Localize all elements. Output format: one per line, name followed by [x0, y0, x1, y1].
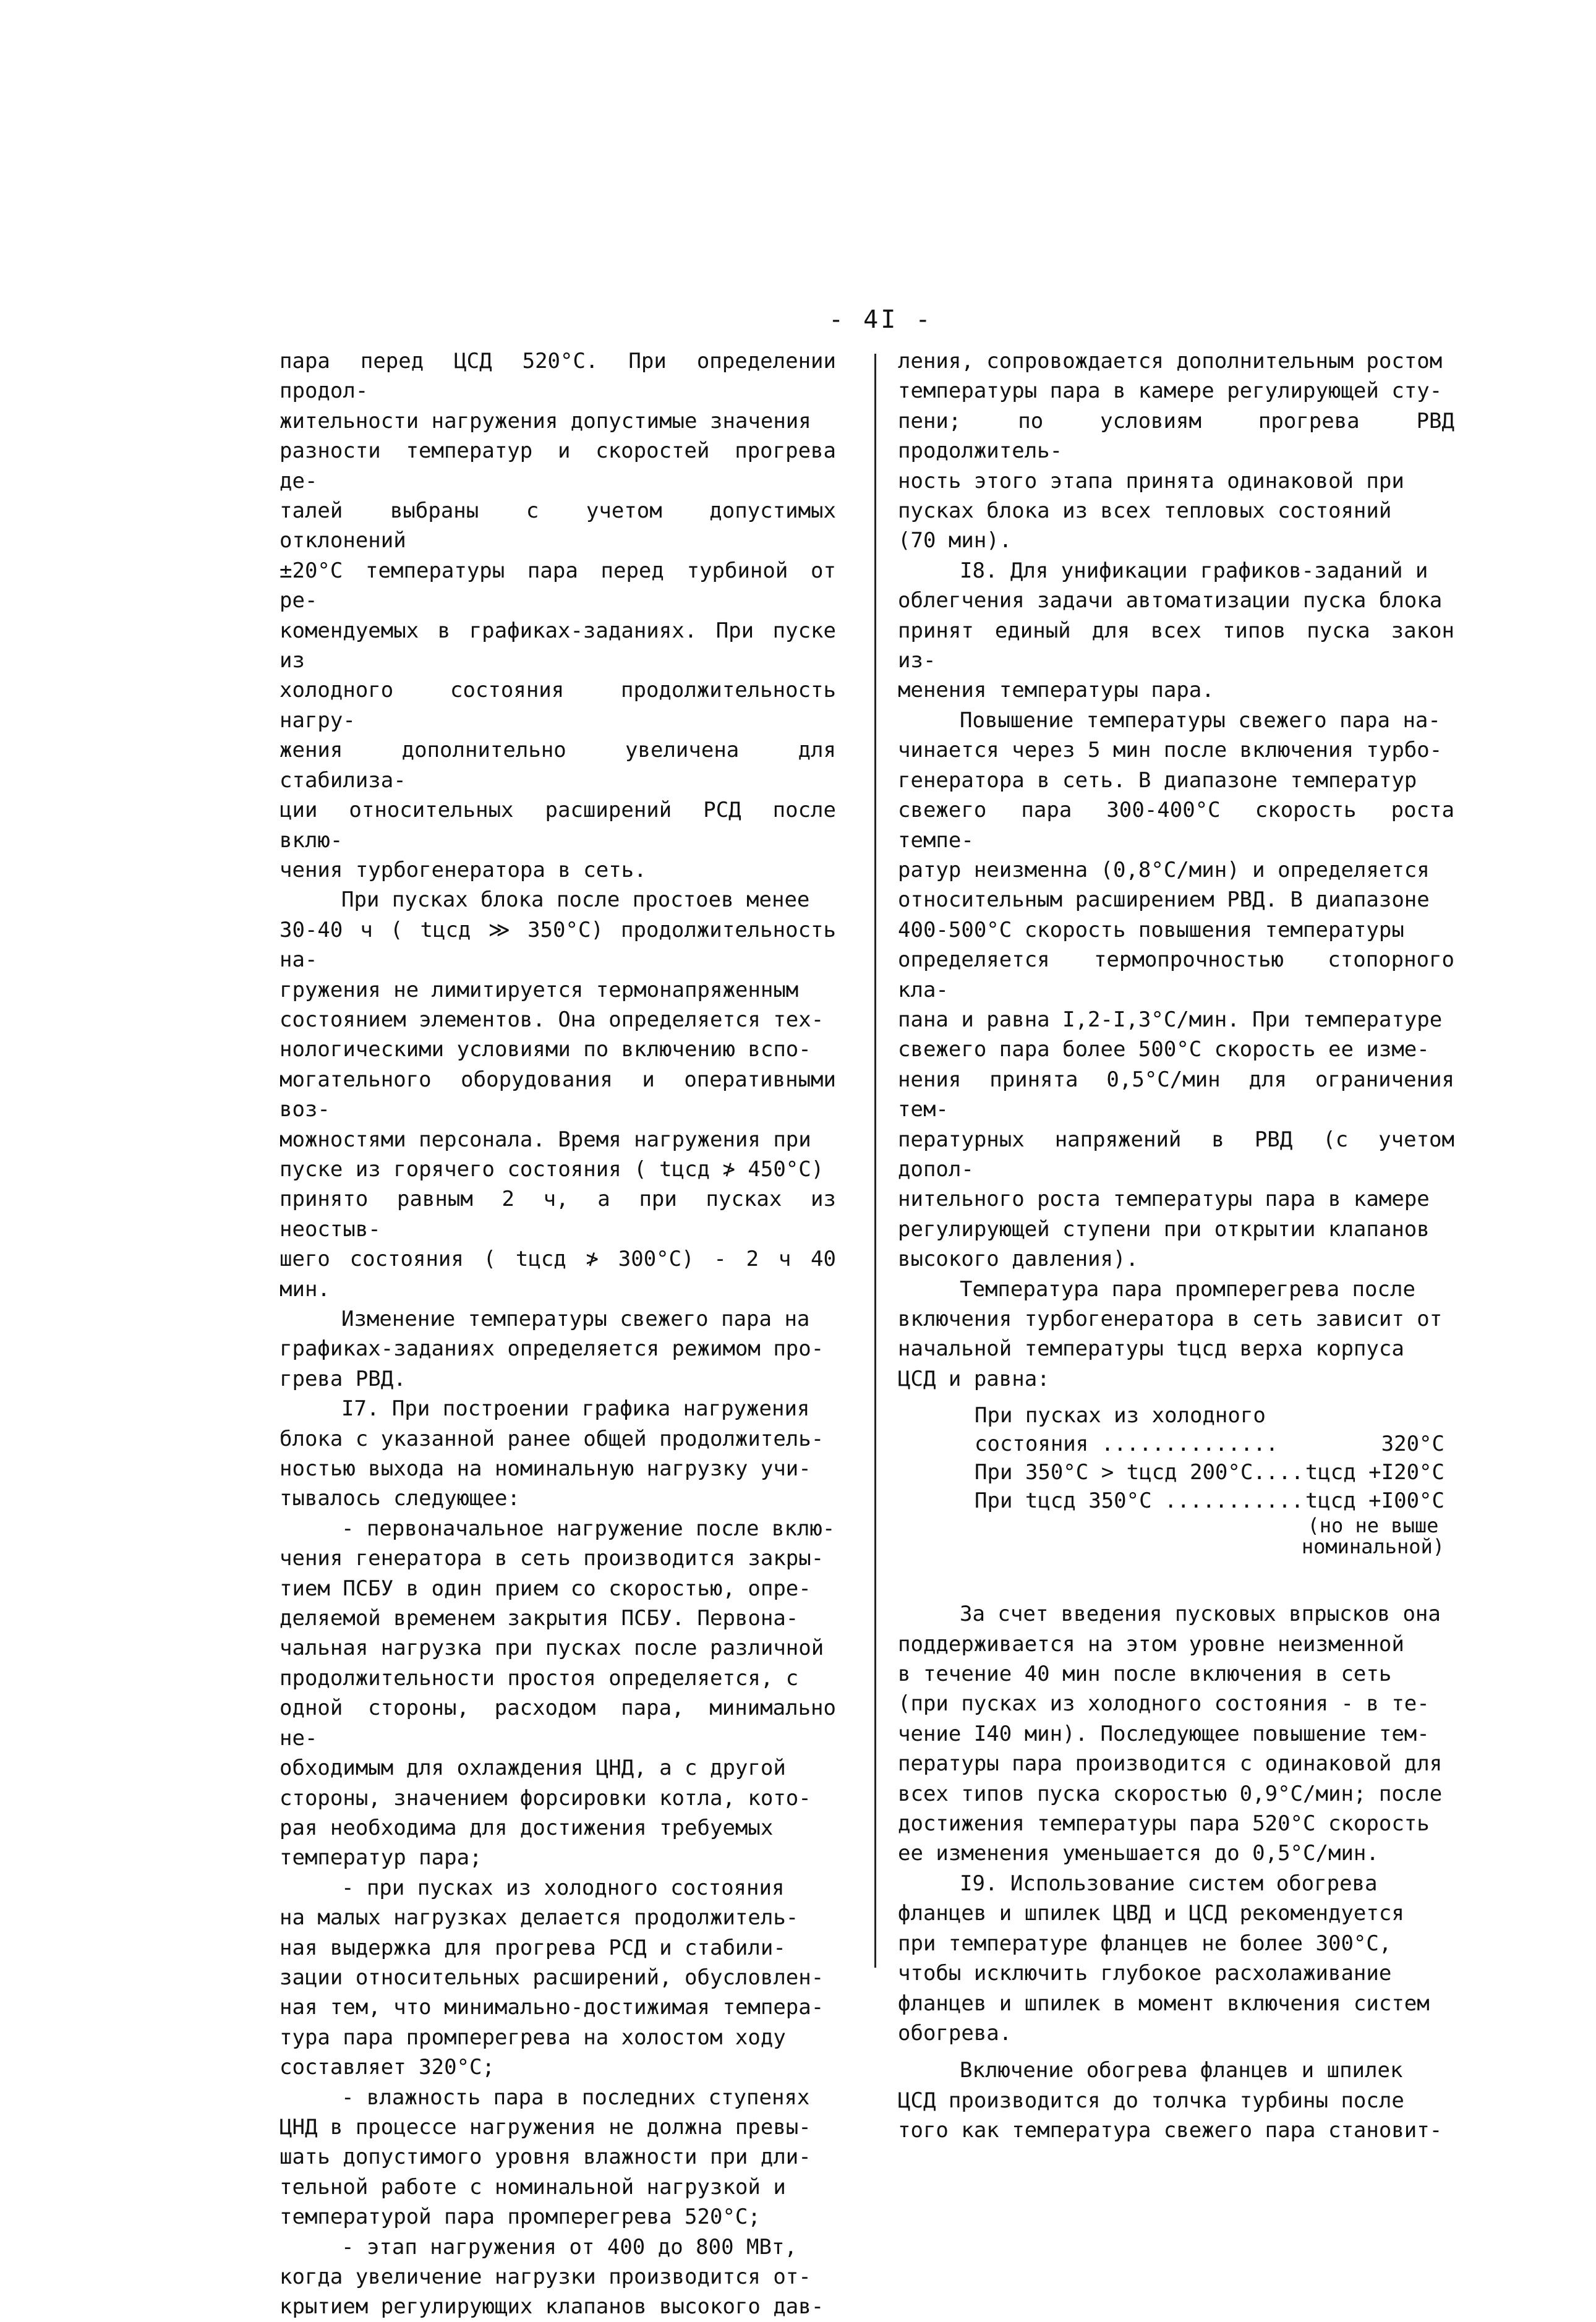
page-number: - 4I - [829, 305, 933, 334]
table-condition: При 350°С > tцсд 200°С.... [975, 1460, 1304, 1485]
paragraph: При пусках блока после простоев менее 30-40 ч ( tцсд ≫ 350°С) продолжительность на- гружения не лимитируется термонапряженным состоянием элементов. Она определяется тех- нологическими условиями по включению вспо- могательного оборудования и оперативными воз- можностями персонала. Время нагружения при пуске из горячего состояния ( tцсд ≯ 450°С) принято равным 2 ч, а при пусках из неостыв- шего состояния ( tцсд ≯ 300°С) - 2 ч 40 мин. [280, 887, 836, 1302]
section-19-paragraph: I9. Использование систем обогрева фланцев и шпилек ЦВД и ЦСД рекомендуется при температуре фланцев не более 300°С, чтобы исключить глубокое расхолаживание фланцев и шпилек в момент включения систем обогрева. [898, 1871, 1430, 2046]
table-condition: При tцсд 350°С ........... [975, 1488, 1304, 1514]
table-value: 320°С [1381, 1432, 1445, 1457]
list-item: - первоначальное нагружение после вклю- чения генератора в сеть производится закры- тием ПСБУ в один прием со скоростью, опре- деляемой временем закрытия ПСБУ. Первона- чальная нагрузка при пусках после различной продолжительности простоя определяется, с одной стороны, расходом пара, минимально не- обходимым для охлаждения ЦНД, а с другой стороны, значением форсировки котла, кото- рая необходима для достижения требуемых температур пара; [280, 1516, 836, 1871]
table-condition: При пусках из холодного [975, 1403, 1266, 1428]
list-item: - этап нагружения от 400 до 800 МВт, когда увеличение нагрузки производится от- крытием регулирующих клапанов высокого дав- [280, 2234, 824, 2320]
paragraph: Включение обогрева фланцев и шпилек ЦСД производится до толчка турбины после того как температура свежего пара становит- [898, 2058, 1443, 2143]
table-value: tцсд +I00°С [1305, 1488, 1445, 1514]
paragraph: За счет введения пусковых впрысков она поддерживается на этом уровне неизменной в течение 40 мин после включения в сеть (при пусках из холодного состояния - в те- чение I40 мин). Последующее повышение тем- пературы пара производится с одинаковой для всех типов пуска скоростью 0,9°С/мин; после достижения температуры пара 520°С скорость ее изменения уменьшается до 0,5°С/мин. [898, 1602, 1443, 1866]
table-row [975, 1401, 1445, 1430]
table-value: tцсд +I20°С [1305, 1460, 1445, 1485]
section-18-paragraph: I8. Для унификации графиков-заданий и облегчения задачи автоматизации пуска блока принят единый для всех типов пуска закон из- менения температуры пара. [898, 558, 1454, 703]
reheat-temperature-table [975, 1401, 1445, 1559]
left-column [280, 346, 836, 2322]
paragraph: ления, сопровождается дополнительным ростом температуры пара в камере регулирующей сту- пени; по условиям прогрева РВД продолжитель- ность этого этапа принята одинаковой при пусках блока из всех тепловых состояний (70 мин). [898, 349, 1454, 553]
column-divider [874, 354, 876, 1968]
table-note-row [975, 1514, 1445, 1559]
paragraph: Температура пара промперегрева после включения турбогенератора в сеть зависит от начальной температуры tцсд верха корпуса ЦСД и равна: [898, 1276, 1443, 1391]
table-row [975, 1458, 1445, 1487]
right-column [898, 346, 1454, 2146]
list-item: - влажность пара в последних ступенях ЦНД в процессе нагружения не должна превы- шать допустимого уровня влажности при дли- тельной работе с номинальной нагрузкой и температурой пара промперегрева 520°С; [280, 2085, 811, 2230]
table-note: (но не выше номинальной) [1301, 1514, 1445, 1559]
table-row [975, 1430, 1445, 1458]
table-row [975, 1487, 1445, 1515]
table-condition: состояния .............. [975, 1432, 1279, 1457]
section-17-heading-paragraph: I7. При построении графика нагружения блока с указанной ранее общей продолжитель- ностью выхода на номинальную нагрузку учи- тывалось следующее: [280, 1396, 824, 1511]
paragraph: пара перед ЦСД 520°С. При определении продол- жительности нагружения допустимые значения разности температур и скоростей прогрева де- талей выбраны с учетом допустимых отклонений ±20°С температуры пара перед турбиной от ре- комендуемых в графиках-заданиях. При пуске из холодного состояния продолжительность нагру- жения дополнительно увеличена для стабилиза- ции относительных расширений РСД после вклю- чения турбогенератора в сеть. [280, 349, 836, 882]
paragraph: Изменение температуры свежего пара на графиках-заданиях определяется режимом про- грева РВД. [280, 1307, 824, 1391]
paragraph: Повышение температуры свежего пара на- чинается через 5 мин после включения турбо- генератора в сеть. В диапазоне температур свежего пара 300-400°С скорость роста темпе- ратур неизменна (0,8°С/мин) и определяется относительным расширением РВД. В диапазоне 400-500°С скорость повышения температуры определяется термопрочностью стопорного кла- пана и равна I,2-I,3°С/мин. При температуре свежего пара более 500°С скорость ее изме- нения принята 0,5°С/мин для ограничения тем- пературных напряжений в РВД (с учетом допол- нительного роста температуры пара в камере регулирующей ступени при открытии клапанов высокого давления). [898, 707, 1454, 1272]
list-item: - при пусках из холодного состояния на малых нагрузках делается продолжитель- ная выдержка для прогрева РСД и стабили- зации относительных расширений, обусловлен- ная тем, что минимально-достижимая темпера- тура пара промперегрева на холостом ходу составляет 320°С; [280, 1875, 824, 2080]
